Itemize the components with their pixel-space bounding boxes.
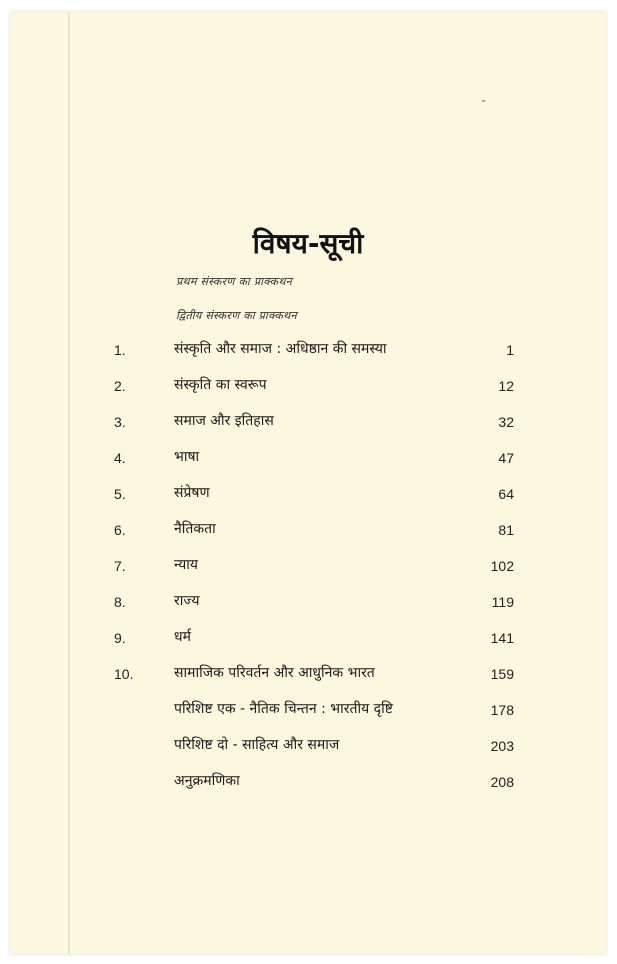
chapter-number: 1. (114, 342, 126, 358)
chapter-number: 4. (114, 450, 126, 466)
chapter-title: संप्रेषण (174, 485, 210, 501)
chapter-title: नैतिकता (174, 521, 216, 537)
toc-entry (10, 699, 606, 723)
page-number: 12 (498, 378, 514, 394)
page-number: 141 (490, 630, 514, 646)
chapter-title: समाज और इतिहास (174, 413, 274, 429)
page-number: 64 (498, 486, 514, 502)
toc-entry (10, 591, 606, 615)
page-number: 159 (490, 666, 514, 682)
page-number: 102 (490, 558, 514, 574)
chapter-number: 5. (114, 486, 126, 502)
chapter-title: परिशिष्ट एक - नैतिक चिन्तन : भारतीय दृष्टि (174, 701, 393, 717)
chapter-title: परिशिष्ट दो - साहित्य और समाज (174, 737, 340, 753)
toc-entry (10, 555, 606, 579)
page-title: विषय-सूची (252, 227, 364, 260)
toc-entry (10, 663, 606, 687)
paper-speck (482, 100, 485, 102)
chapter-title: धर्म (174, 629, 191, 645)
chapter-number: 10. (114, 666, 134, 682)
page-number: 203 (490, 738, 514, 754)
chapter-number: 3. (114, 414, 126, 430)
page-number: 81 (498, 522, 514, 538)
chapter-number: 6. (114, 522, 126, 538)
chapter-number: 7. (114, 558, 126, 574)
chapter-title: अनुक्रमणिका (174, 773, 240, 789)
chapter-title: भाषा (174, 449, 200, 465)
toc-entry (10, 735, 606, 759)
toc-entry (10, 447, 606, 471)
chapter-title: सामाजिक परिवर्तन और आधुनिक भारत (174, 665, 375, 681)
page-number: 208 (490, 774, 514, 790)
toc-entry (10, 627, 606, 651)
page-number: 32 (498, 414, 514, 430)
toc-entry (10, 339, 606, 363)
chapter-title: संस्कृति का स्वरूप (174, 377, 267, 393)
toc-entry (10, 519, 606, 543)
page-number: 1 (506, 342, 514, 358)
toc-entry (10, 771, 606, 795)
toc-entry (10, 411, 606, 435)
chapter-number: 8. (114, 594, 126, 610)
book-page (10, 12, 606, 954)
chapter-number: 9. (114, 630, 126, 646)
page-number: 47 (498, 450, 514, 466)
page-number: 119 (491, 594, 514, 610)
chapter-title: न्याय (174, 557, 198, 573)
toc-entry (10, 483, 606, 507)
chapter-number: 2. (114, 378, 126, 394)
page-number: 178 (490, 702, 514, 718)
chapter-title: राज्य (174, 593, 200, 609)
toc-entry (10, 375, 606, 399)
preface-second-edition: द्वितीय संस्करण का प्राक्कथन (176, 309, 297, 322)
preface-first-edition: प्रथम संस्करण का प्राक्कथन (176, 275, 293, 288)
chapter-title: संस्कृति और समाज : अधिष्ठान की समस्या (174, 341, 387, 357)
